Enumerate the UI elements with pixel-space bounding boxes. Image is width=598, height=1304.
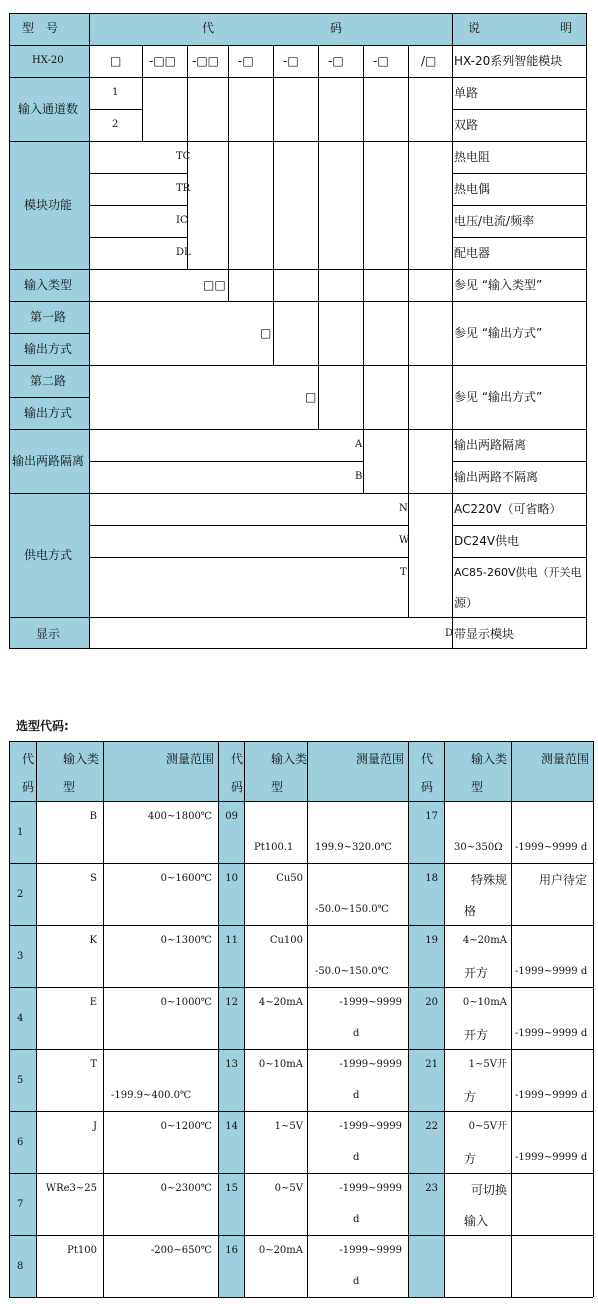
channel-code-1: 1	[112, 87, 119, 98]
type-19-a: 4~20mA	[462, 935, 507, 946]
range-4: 0~1000℃	[160, 997, 212, 1008]
type-21-a: 1~5V开	[468, 1059, 507, 1070]
code-23: 23	[425, 1183, 438, 1194]
out2-label-a: 第二路	[30, 374, 67, 388]
code-slot-2: -□□	[149, 54, 177, 68]
header-desc-left: 说	[468, 21, 481, 35]
header-type-2-a: 输入类	[271, 752, 308, 766]
power-label: 供电方式	[24, 548, 73, 562]
code-5: 5	[17, 1075, 24, 1086]
header-code-1-b: 码	[22, 780, 35, 794]
type-18-b: 格	[464, 904, 477, 918]
type-18-a: 特殊规	[470, 873, 507, 887]
range-14-a: -1999~9999	[339, 1121, 402, 1132]
header-type-3-b: 型	[471, 780, 484, 794]
code-7: 7	[17, 1199, 24, 1210]
header-code-3-a: 代	[421, 752, 434, 766]
code-slot-5: -□	[283, 54, 299, 68]
type-6: J	[92, 1121, 97, 1132]
code-10: 10	[225, 873, 238, 884]
type-16: 0~20mA	[258, 1245, 303, 1256]
type-19-b: 开方	[464, 966, 489, 980]
channel-code-2: 2	[112, 119, 119, 130]
module-desc-ic: 电压/电流/频率	[454, 214, 535, 228]
header-range-2: 测量范围	[355, 752, 404, 766]
input-type-code: □□	[203, 278, 226, 292]
power-code-n: N	[399, 503, 408, 514]
channel-desc-1: 单路	[454, 86, 479, 100]
code-19: 19	[425, 935, 438, 946]
channels-label: 输入通道数	[18, 102, 79, 116]
power-code-w: W	[399, 535, 410, 546]
power-desc-w: DC24V供电	[454, 534, 520, 548]
code-slot-8: /□	[421, 54, 437, 68]
code-3: 3	[17, 951, 24, 962]
range-5: -199.9~400.0℃	[111, 1090, 192, 1101]
header-code-right: 码	[330, 21, 343, 35]
code-slot-7: -□	[373, 54, 389, 68]
range-10: -50.0~150.0℃	[315, 904, 389, 915]
selection-header-fill	[9, 741, 593, 801]
range-18: 用户待定	[538, 873, 587, 887]
header-type-1-a: 输入类	[63, 752, 100, 766]
code-09: 09	[225, 811, 238, 822]
type-09: Pt100.1	[254, 842, 294, 853]
type-4: E	[89, 997, 97, 1008]
range-09: 199.9~320.0℃	[315, 842, 392, 853]
out1-code: □	[260, 326, 272, 340]
header-code-1-a: 代	[22, 752, 35, 766]
isolation-label: 输出两路隔离	[12, 454, 85, 468]
code-17: 17	[425, 811, 438, 822]
module-code-dl: DL	[176, 247, 191, 258]
type-1: B	[89, 811, 97, 822]
type-2: S	[90, 873, 97, 884]
range-14-b: d	[353, 1152, 360, 1163]
code-22: 22	[425, 1121, 438, 1132]
type-13: 0~10mA	[258, 1059, 303, 1070]
type-8: Pt100	[67, 1245, 97, 1256]
display-code: D	[445, 628, 454, 639]
model-name: HX-20	[32, 55, 64, 66]
isolation-code-b: B	[355, 471, 363, 482]
type-22-b: 方	[464, 1152, 477, 1166]
header-range-1: 测量范围	[165, 752, 214, 766]
range-13-a: -1999~9999	[339, 1059, 402, 1070]
type-10: Cu50	[276, 873, 303, 884]
input-type-label: 输入类型	[24, 278, 73, 292]
module-desc-tc: 热电阻	[454, 150, 491, 164]
code-1: 1	[17, 827, 24, 838]
range-22: -1999~9999 d	[515, 1152, 588, 1163]
out1-label-a: 第一路	[30, 310, 67, 324]
code-12: 12	[225, 997, 238, 1008]
header-model: 型 号	[22, 21, 59, 35]
type-23-b: 输入	[464, 1214, 489, 1228]
code-8: 8	[17, 1261, 24, 1272]
range-1: 400~1800℃	[147, 811, 212, 822]
type-23-a: 可切换	[470, 1183, 507, 1197]
isolation-code-a: A	[355, 439, 363, 450]
header-code-3-b: 码	[421, 780, 434, 794]
out2-label-b: 输出方式	[24, 406, 73, 420]
type-11: Cu100	[269, 935, 303, 946]
out1-desc: 参见 “输出方式”	[454, 326, 543, 340]
code-13: 13	[225, 1059, 238, 1070]
code-16: 16	[225, 1245, 238, 1256]
range-15-a: -1999~9999	[339, 1183, 402, 1194]
type-17: 30~350Ω	[454, 842, 503, 853]
code-slot-1: □	[110, 54, 122, 68]
range-20: -1999~9999 d	[515, 1028, 588, 1039]
type-20-b: 开方	[464, 1028, 489, 1042]
display-desc: 带显示模块	[454, 627, 515, 641]
header-code-2-a: 代	[231, 752, 244, 766]
code-18: 18	[425, 873, 438, 884]
code-slot-6: -□	[328, 54, 344, 68]
type-3: K	[89, 935, 97, 946]
out1-label-b: 输出方式	[24, 342, 73, 356]
range-11: -50.0~150.0℃	[315, 966, 389, 977]
code-15: 15	[225, 1183, 238, 1194]
module-code-tr: TR	[176, 183, 191, 194]
input-type-desc: 参见 “输入类型”	[454, 278, 543, 292]
module-code-tc: TC	[176, 151, 191, 162]
display-label: 显示	[36, 627, 61, 641]
module-desc-tr: 热电偶	[454, 182, 491, 196]
code-14: 14	[225, 1121, 238, 1132]
selection-title: 选型代码:	[16, 719, 69, 733]
range-7: 0~2300℃	[160, 1183, 212, 1194]
range-8: -200~650℃	[150, 1245, 212, 1256]
header-type-1-b: 型	[63, 780, 76, 794]
type-7: WRe3~25	[45, 1183, 97, 1194]
channel-desc-2: 双路	[454, 118, 479, 132]
isolation-desc-b: 输出两路不隔离	[454, 470, 539, 484]
range-16-a: -1999~9999	[339, 1245, 402, 1256]
header-code-2-b: 码	[231, 780, 244, 794]
out2-desc: 参见 “输出方式”	[454, 390, 543, 404]
header-desc-right: 明	[560, 21, 573, 35]
range-12-b: d	[353, 1028, 360, 1039]
module-label: 模块功能	[24, 198, 73, 212]
header-type-3-a: 输入类	[471, 752, 508, 766]
module-code-ic: IC	[176, 215, 188, 226]
code-slot-4: -□	[238, 54, 254, 68]
type-14: 1~5V	[274, 1121, 303, 1132]
power-desc-t-line1: AC85-260V供电（开关电	[454, 566, 582, 579]
out2-code: □	[305, 390, 317, 404]
code-20: 20	[425, 997, 438, 1008]
type-22-a: 0~5V开	[468, 1121, 507, 1132]
header-type-2-b: 型	[271, 780, 284, 794]
range-16-b: d	[353, 1276, 360, 1287]
range-19: -1999~9999 d	[515, 966, 588, 977]
header-range-3: 测量范围	[540, 752, 589, 766]
power-code-t: T	[400, 567, 407, 578]
type-20-a: 0~10mA	[462, 997, 507, 1008]
range-13-b: d	[353, 1090, 360, 1101]
code-21: 21	[425, 1059, 438, 1070]
range-12-a: -1999~9999	[339, 997, 402, 1008]
code-6: 6	[17, 1137, 24, 1148]
isolation-desc-a: 输出两路隔离	[454, 438, 527, 452]
code-11: 11	[225, 935, 238, 946]
model-desc: HX-20系列智能模块	[454, 54, 563, 68]
range-17: -1999~9999 d	[515, 842, 588, 853]
range-15-b: d	[353, 1214, 360, 1225]
type-12: 4~20mA	[258, 997, 303, 1008]
range-21: -1999~9999 d	[515, 1090, 588, 1101]
range-3: 0~1300℃	[160, 935, 212, 946]
power-desc-t-line2: 源）	[454, 596, 479, 610]
code-2: 2	[17, 889, 24, 900]
module-desc-dl: 配电器	[454, 246, 491, 260]
code-slot-3: -□□	[192, 54, 220, 68]
range-2: 0~1600℃	[160, 873, 212, 884]
type-15: 0~5V	[274, 1183, 303, 1194]
power-desc-n: AC220V（可省略）	[454, 502, 562, 516]
range-6: 0~1200℃	[160, 1121, 212, 1132]
type-5: T	[90, 1059, 97, 1070]
header-code-left: 代	[202, 21, 215, 35]
code-4: 4	[17, 1013, 24, 1024]
type-21-b: 方	[464, 1090, 477, 1104]
